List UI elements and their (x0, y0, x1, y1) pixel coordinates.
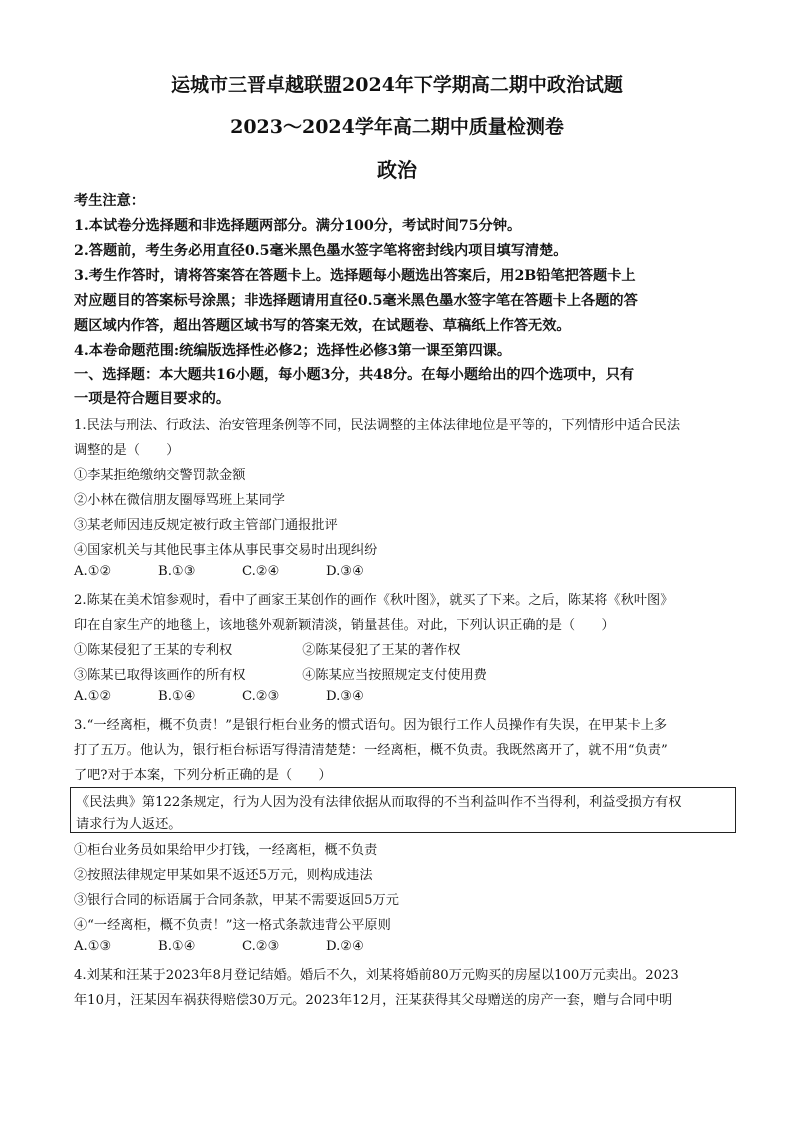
question-3-options (74, 939, 410, 954)
question-3-stem: 3.“一经离柜，概不负责！”是银行柜台业务的惯式语句。因为银行工作人员操作有失误，在甲某卡上多 (74, 718, 668, 733)
legal-excerpt-line: 请求行为人返还。 (76, 817, 182, 832)
option-a: A.①② (74, 689, 112, 704)
question-2-items-row (74, 664, 526, 683)
question-3-item: ②按照法律规定甲某如果不返还5万元，则构成违法 (74, 868, 373, 883)
section-heading-cont: 一项是符合题目要求的。 (74, 391, 231, 407)
question-3-item: ④“一经离柜，概不负责！”这一格式条款违背公平原则 (74, 918, 391, 933)
legal-excerpt-box (70, 787, 736, 833)
question-1-options (74, 564, 410, 579)
notice-line: 3.考生作答时，请将答案答在答题卡上。选择题每小题选出答案后，用2B铅笔把答题卡上 (74, 268, 636, 284)
notice-line: 2.答题前，考生务必用直径0.5毫米黑色墨水签字笔将密封线内项目填写清楚。 (74, 243, 568, 259)
question-2-item: ①陈某侵犯了王某的专利权 (74, 643, 233, 658)
exam-subtitle: 2023～2024学年高二期中质量检测卷 (230, 116, 564, 138)
question-3-item: ①柜台业务员如果给甲少打钱，一经离柜，概不负责 (74, 843, 378, 858)
option-c: C.②③ (242, 939, 280, 954)
option-b: B.①④ (158, 689, 196, 704)
notice-line: 1.本试卷分选择题和非选择题两部分。满分100分，考试时间75分钟。 (74, 218, 522, 234)
notice-heading: 考生注意： (74, 193, 145, 209)
option-d: D.③④ (326, 564, 364, 579)
question-2-item: ②陈某侵犯了王某的著作权 (302, 643, 461, 658)
question-4-stem-cont: 年10月，汪某因车祸获得赔偿30万元。2023年12月，汪某获得其父母赠送的房产一套，赠与合同中明 (74, 993, 673, 1008)
exam-title: 运城市三晋卓越联盟2024年下学期高二期中政治试题 (171, 74, 623, 96)
option-b: B.①④ (158, 939, 196, 954)
notice-line: 4.本卷命题范围:统编版选择性必修2；选择性必修3第一课至第四课。 (74, 343, 512, 359)
question-2-options (74, 689, 410, 704)
option-b: B.①③ (158, 564, 196, 579)
question-3-item: ③银行合同的标语属于合同条款，甲某不需要返回5万元 (74, 893, 399, 908)
section-heading: 一、选择题：本大题共16小题，每小题3分，共48分。在每小题给出的四个选项中，只有 (74, 367, 635, 383)
question-3-stem-cont: 了吧?对于本案，下列分析正确的是（ ） (74, 768, 332, 783)
option-a: A.①③ (74, 939, 112, 954)
option-d: D.②④ (326, 939, 364, 954)
question-2-stem-cont: 印在自家生产的地毯上，该地毯外观新颖清淡，销量甚佳。对此，下列认识正确的是（ ） (74, 618, 615, 633)
question-1-item: ②小林在微信朋友圈辱骂班上某同学 (74, 493, 285, 508)
question-1-item: ③某老师因违反规定被行政主管部门通报批评 (74, 518, 338, 533)
question-1-item: ①李某拒绝缴纳交警罚款金额 (74, 468, 246, 483)
question-3-stem-cont: 打了五万。他认为，银行柜台标语写得清清楚楚：一经离柜，概不负责。我既然离开了，就不用“负责” (74, 743, 668, 758)
question-1-stem-cont: 调整的是（ ） (74, 443, 180, 458)
question-1-item: ④国家机关与其他民事主体从事民事交易时出现纠纷 (74, 543, 378, 558)
option-c: C.②③ (242, 689, 280, 704)
question-4-stem: 4.刘某和汪某于2023年8月登记结婚。婚后不久，刘某将婚前80万元购买的房屋以100万元卖出。2023 (74, 968, 679, 983)
question-2-items-row (74, 639, 526, 658)
question-1-stem: 1.民法与刑法、行政法、治安管理条例等不同，民法调整的主体法律地位是平等的，下列情形中适合民法 (74, 418, 681, 433)
question-2-item: ③陈某已取得该画作的所有权 (74, 668, 246, 683)
option-d: D.③④ (326, 689, 364, 704)
option-c: C.②④ (242, 564, 280, 579)
option-a: A.①② (74, 564, 112, 579)
question-2-stem: 2.陈某在美术馆参观时，看中了画家王某创作的画作《秋叶图》，就买了下来。之后，陈某将《秋叶图》 (74, 593, 674, 608)
subject-title: 政治 (377, 158, 417, 182)
question-2-item: ④陈某应当按照规定支付使用费 (302, 668, 487, 683)
legal-excerpt-line: 《民法典》第122条规定，行为人因为没有法律依据从而取得的不当利益叫作不当得利，利益受损方有权 (76, 795, 682, 810)
notice-line: 对应题目的答案标号涂黑；非选择题请用直径0.5毫米黑色墨水签字笔在答题卡上各题的答 (74, 293, 638, 309)
notice-line: 题区域内作答，超出答题区域书写的答案无效，在试题卷、草稿纸上作答无效。 (74, 318, 571, 334)
